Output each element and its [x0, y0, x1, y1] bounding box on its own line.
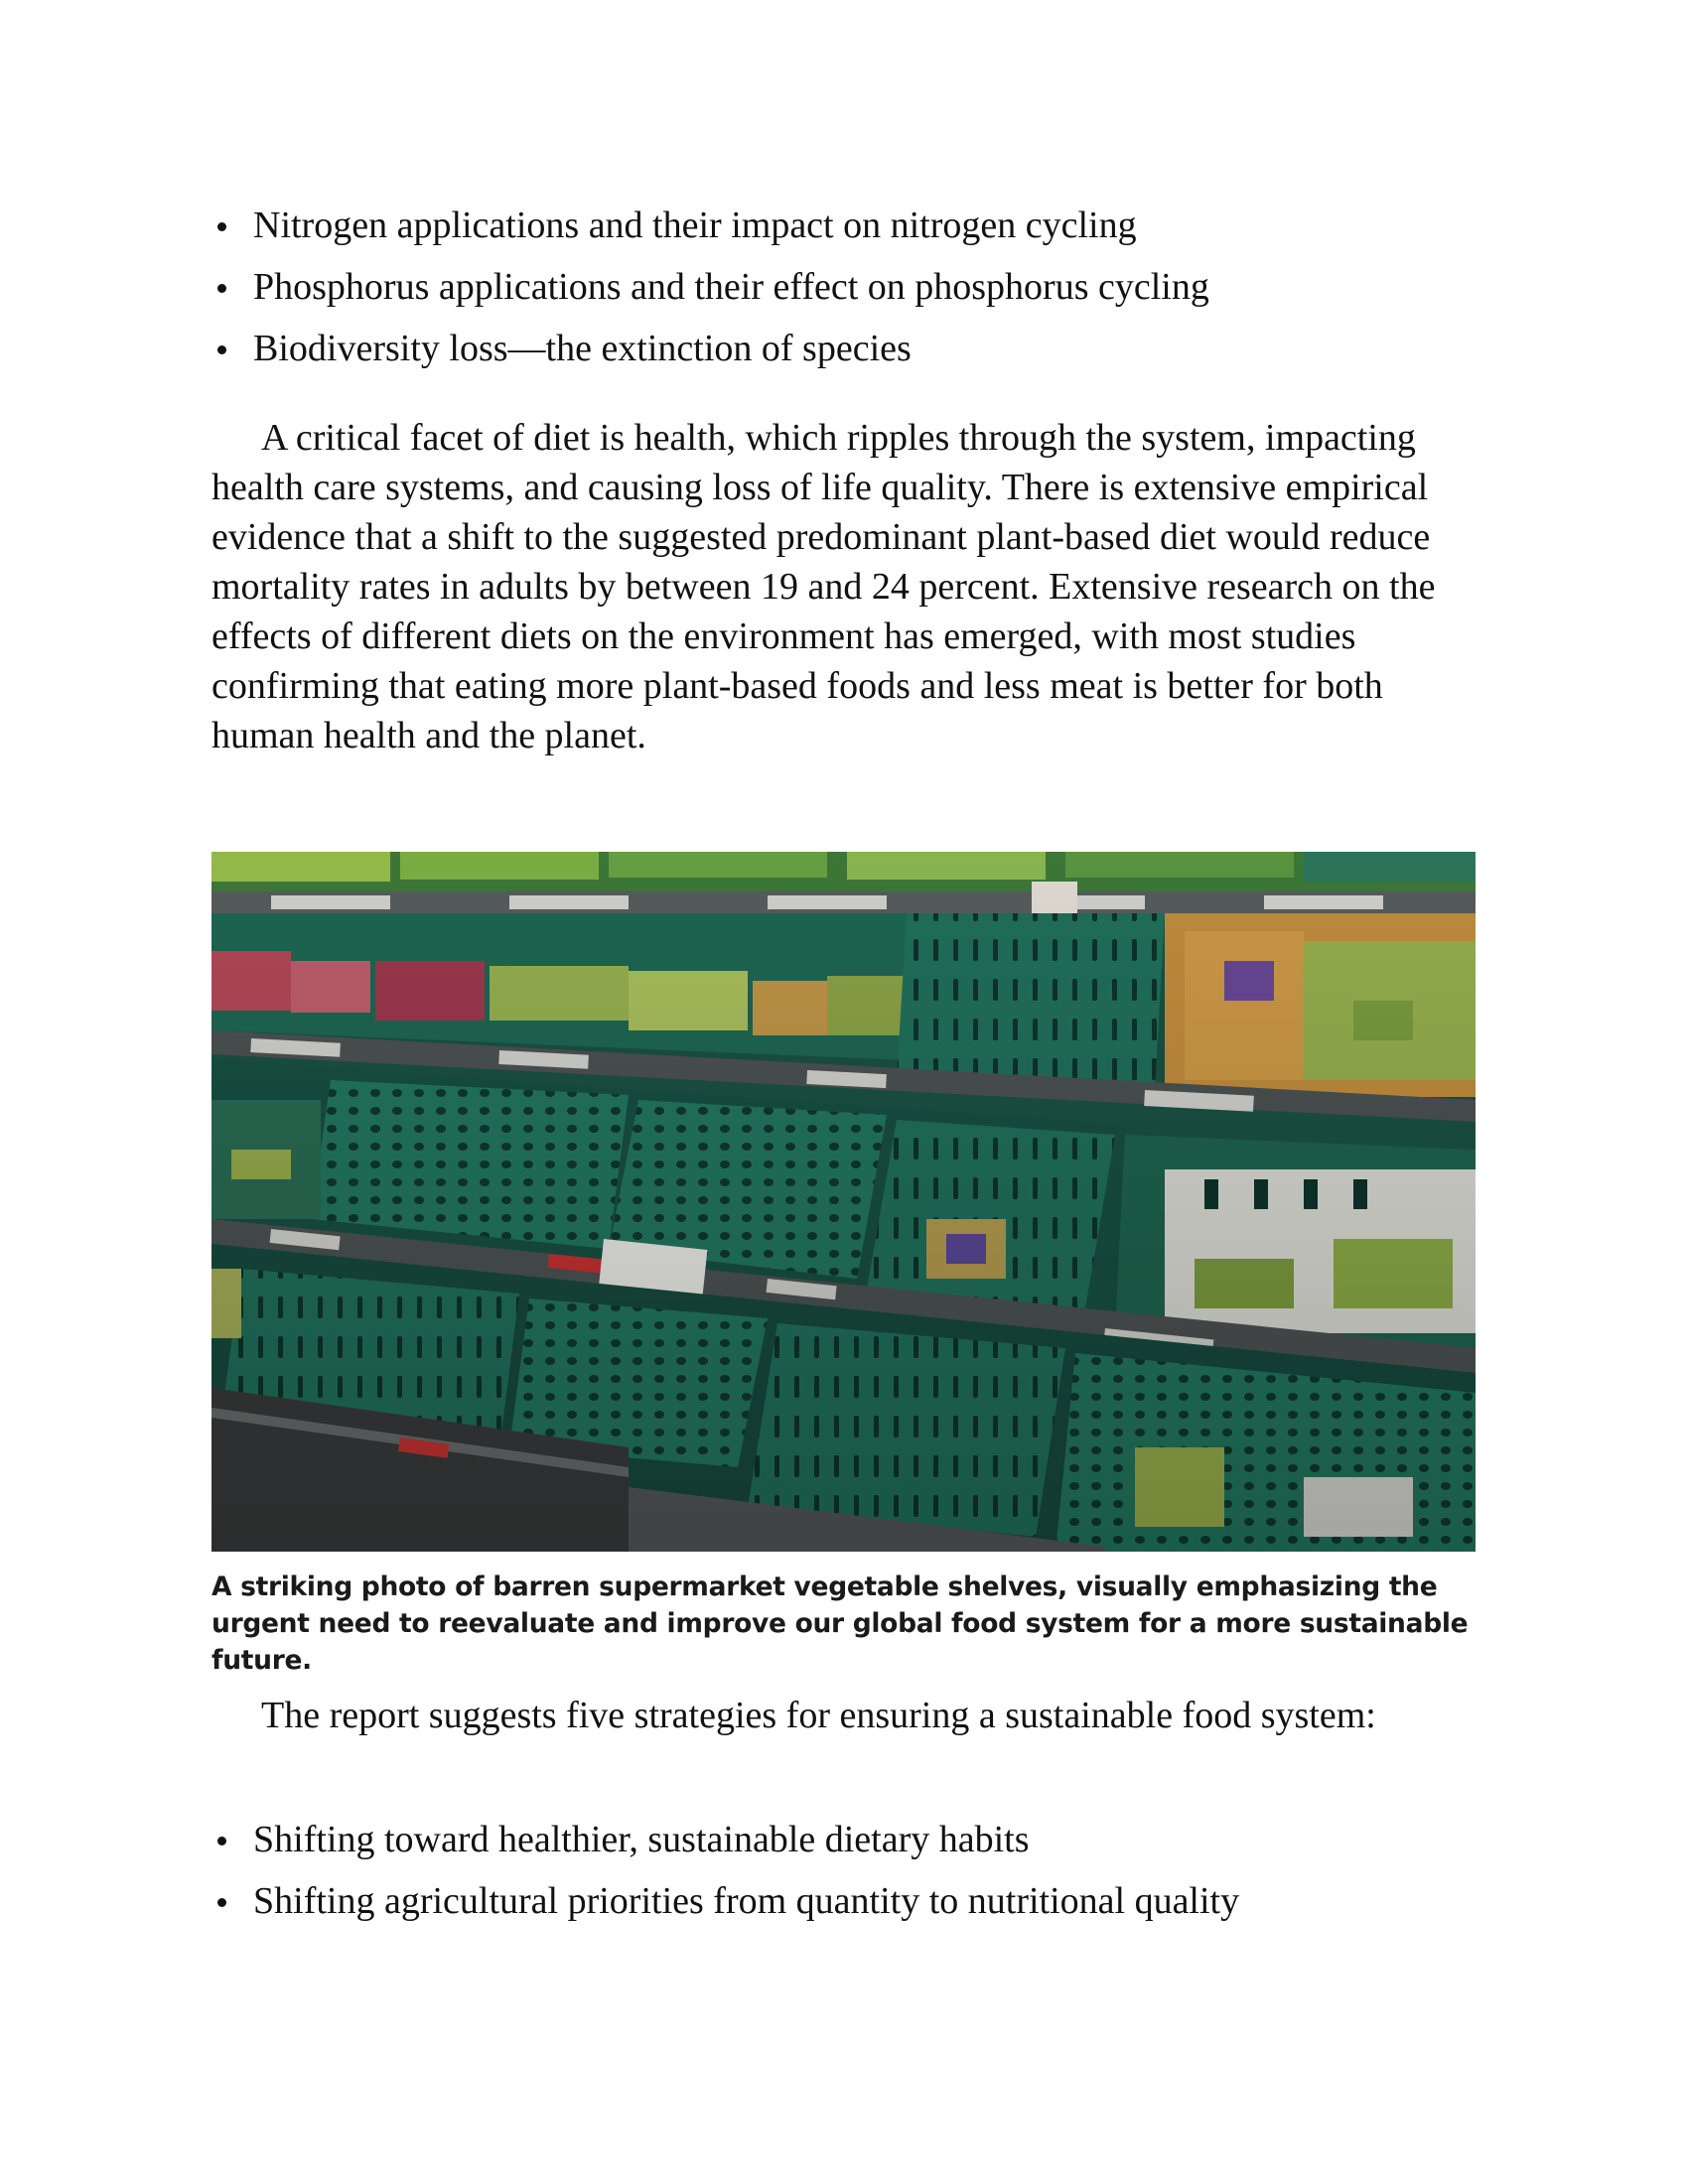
body-paragraph: A critical facet of diet is health, which ripples through the system, impacting health care systems, and causing loss of life quality. There is extensive empirical evidence that a shift to the suggested predominant plant-based diet would reduce mortality rates in adults by between 19 and 24 percent. Extensive research on the effects of different diets on the environment has emerged, with most studies confirming that eating more plant-based foods and less meat is better for both human health and the planet. — [211, 417, 1436, 756]
body-paragraph: The report suggests five strategies for ensuring a sustainable food system: — [261, 1695, 1376, 1736]
list-item: Phosphorus applications and their effect on phosphorus cycling — [211, 256, 1209, 318]
bullet-icon — [217, 284, 226, 293]
bullet-icon — [217, 1898, 226, 1907]
bullet-list-top — [211, 195, 1209, 379]
list-item: Nitrogen applications and their impact on nitrogen cycling — [211, 195, 1209, 256]
list-item: Biodiversity loss—the extinction of species — [211, 318, 1209, 379]
bullet-icon — [217, 1837, 226, 1845]
figure-caption: A striking photo of barren supermarket vegetable shelves, visually emphasizing the urgent need to reevaluate and improve our global food system for a more sustainable future. — [211, 1571, 1469, 1676]
list-item: Shifting toward healthier, sustainable dietary habits — [211, 1809, 1239, 1870]
bullet-list-bottom — [211, 1809, 1239, 1932]
bullet-icon — [217, 345, 226, 354]
bullet-icon — [217, 222, 226, 231]
list-item: Shifting agricultural priorities from quantity to nutritional quality — [211, 1870, 1239, 1932]
supermarket-shelves-photo — [211, 852, 1476, 1552]
